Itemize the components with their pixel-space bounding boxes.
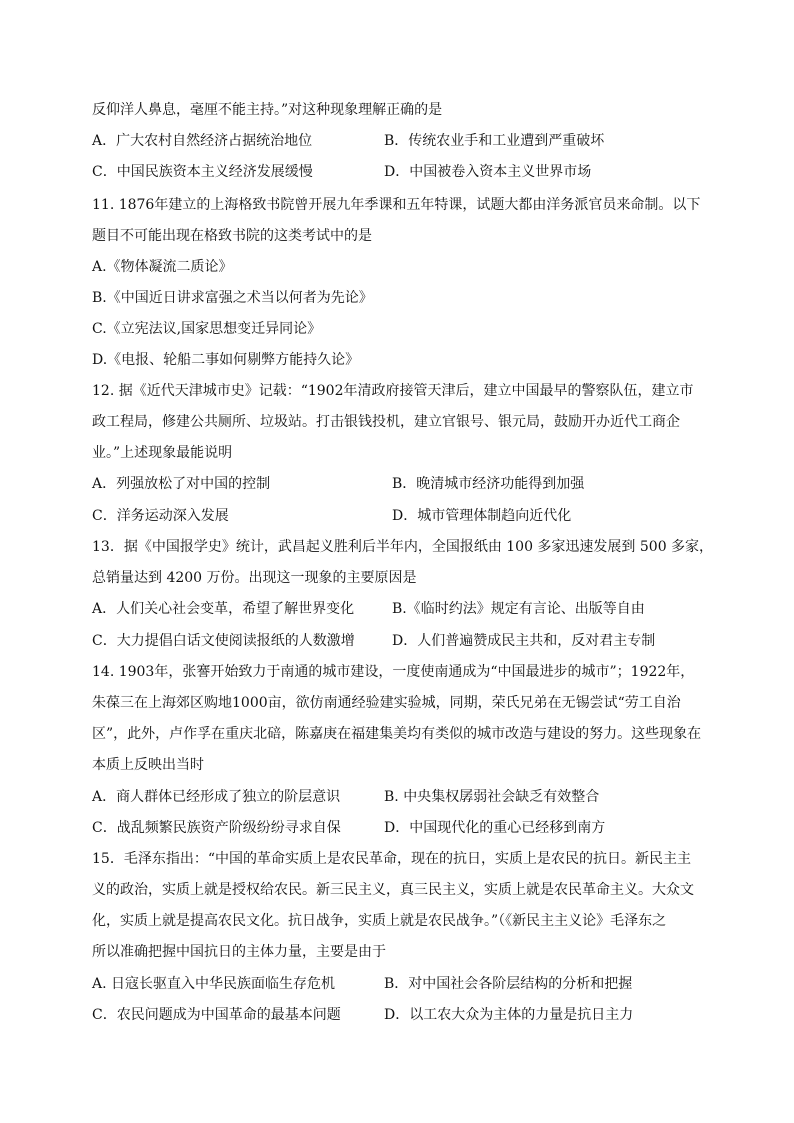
q13-option-c: C．大力提倡白话文使阅读报纸的人数激增 <box>92 633 355 649</box>
q13-options-row-2 <box>92 631 712 651</box>
q14-option-a: A．商人群体已经形成了独立的阶层意识 <box>92 789 341 805</box>
q10-options-row-1 <box>92 131 712 151</box>
q13-option-a: A．人们关心社会变革，希望了解世界变化 <box>92 601 355 617</box>
q14-stem-line-4: 本质上反映出当时 <box>92 757 204 773</box>
q11-stem-line-2: 题目不可能出现在格致书院的这类考试中的是 <box>92 228 372 244</box>
q14-options-row-2 <box>92 818 712 838</box>
q10-option-d: D．中国被卷入资本主义世界市场 <box>384 164 592 180</box>
q11-option-d: D.《电报、轮船二事如何剔弊方能持久论》 <box>92 352 360 368</box>
q12-option-b: B．晚清城市经济功能得到加强 <box>392 476 585 492</box>
q11-stem-line-1: 11. 1876年建立的上海格致书院曾开展九年季课和五年特课，试题大都由洋务派官员来命制。以下 <box>92 197 701 213</box>
q14-stem-line-1: 14. 1903年，张謇开始致力于南通的城市建设，一度使南通成为“中国最进步的城市”；1922年， <box>92 664 695 680</box>
q13-stem-line-1: 13．据《中国报学史》统计，武昌起义胜利后半年内，全国报纸由 100 多家迅速发展到 500 多家， <box>92 539 714 555</box>
q13-stem-line-2: 总销量达到 4200 万份。出现这一现象的主要原因是 <box>92 570 417 586</box>
q11-option-a: A.《物体凝流二质论》 <box>92 259 233 275</box>
q15-stem-line-2: 义的政治，实质上就是授权给农民。新三民主义，真三民主义，实质上就是农民革命主义。大众文 <box>92 882 694 898</box>
q12-stem-line-1: 12. 据《近代天津城市史》记载：“1902年清政府接管天津后，建立中国最早的警察队伍，建立市 <box>92 383 694 399</box>
q13-option-d: D．人们普遍赞成民主共和，反对君主专制 <box>392 633 656 649</box>
q12-option-a: A．列强放松了对中国的控制 <box>92 476 271 492</box>
q14-stem-line-2: 朱葆三在上海郊区购地1000亩，欲仿南通经验建实验城，同期，荣氏兄弟在无锡尝试“劳工自治 <box>92 695 681 711</box>
q12-option-c: C．洋务运动深入发展 <box>92 508 229 524</box>
q13-option-b: B.《临时约法》规定有言论、出版等自由 <box>392 601 645 617</box>
q15-option-d: D．以工农大众为主体的力量是抗日主力 <box>384 1007 634 1023</box>
q10-option-b: B．传统农业手和工业遭到严重破坏 <box>384 133 605 149</box>
q15-option-a: A. 日寇长驱直入中华民族面临生存危机 <box>92 976 336 992</box>
q14-option-b: B. 中央集权孱弱社会缺乏有效整合 <box>384 789 600 805</box>
q15-option-b: B．对中国社会各阶层结构的分析和把握 <box>384 976 633 992</box>
q14-option-d: D．中国现代化的重心已经移到南方 <box>384 820 606 836</box>
q11-option-b: B.《中国近日讲求富强之术当以何者为先论》 <box>92 290 373 306</box>
q11-option-c: C.《立宪法议,国家思想变迁异同论》 <box>92 321 322 337</box>
q12-stem-line-3: 业。”上述现象最能说明 <box>92 445 233 461</box>
q15-stem-line-1: 15．毛泽东指出：“中国的革命实质上是农民革命，现在的抗日，实质上是农民的抗日。新民主主 <box>92 851 691 867</box>
q15-options-row-2 <box>92 1005 712 1025</box>
q14-stem-line-3: 区”，此外，卢作孚在重庆北碚，陈嘉庚在福建集美均有类似的城市改造与建设的努力。这些现象在 <box>92 726 702 742</box>
q10-option-c: C．中国民族资本主义经济发展缓慢 <box>92 164 313 180</box>
q10-stem-tail: 反仰洋人鼻息，毫厘不能主持。”对这种现象理解正确的是 <box>92 102 443 118</box>
q12-options-row-1 <box>92 474 712 494</box>
q15-options-row-1 <box>92 974 712 994</box>
q12-options-row-2 <box>92 506 712 526</box>
q13-options-row-1 <box>92 599 712 619</box>
q12-stem-line-2: 政工程局，修建公共厕所、垃圾站。打击银钱投机，建立官银号、银元局，鼓励开办近代工商企 <box>92 414 680 430</box>
q10-options-row-2 <box>92 162 712 182</box>
q15-stem-line-3: 化，实质上就是提高农民文化。抗日战争，实质上就是农民战争。”（《新民主主义论》毛泽东之 <box>92 913 667 929</box>
q14-option-c: C．战乱频繁民族资产阶级纷纷寻求自保 <box>92 820 341 836</box>
q14-options-row-1 <box>92 787 712 807</box>
q15-option-c: C．农民问题成为中国革命的最基本问题 <box>92 1007 341 1023</box>
q10-option-a: A．广大农村自然经济占据统治地位 <box>92 133 313 149</box>
q12-option-d: D．城市管理体制趋向近代化 <box>392 508 572 524</box>
q15-stem-line-4: 所以准确把握中国抗日的主体力量，主要是由于 <box>92 944 386 960</box>
